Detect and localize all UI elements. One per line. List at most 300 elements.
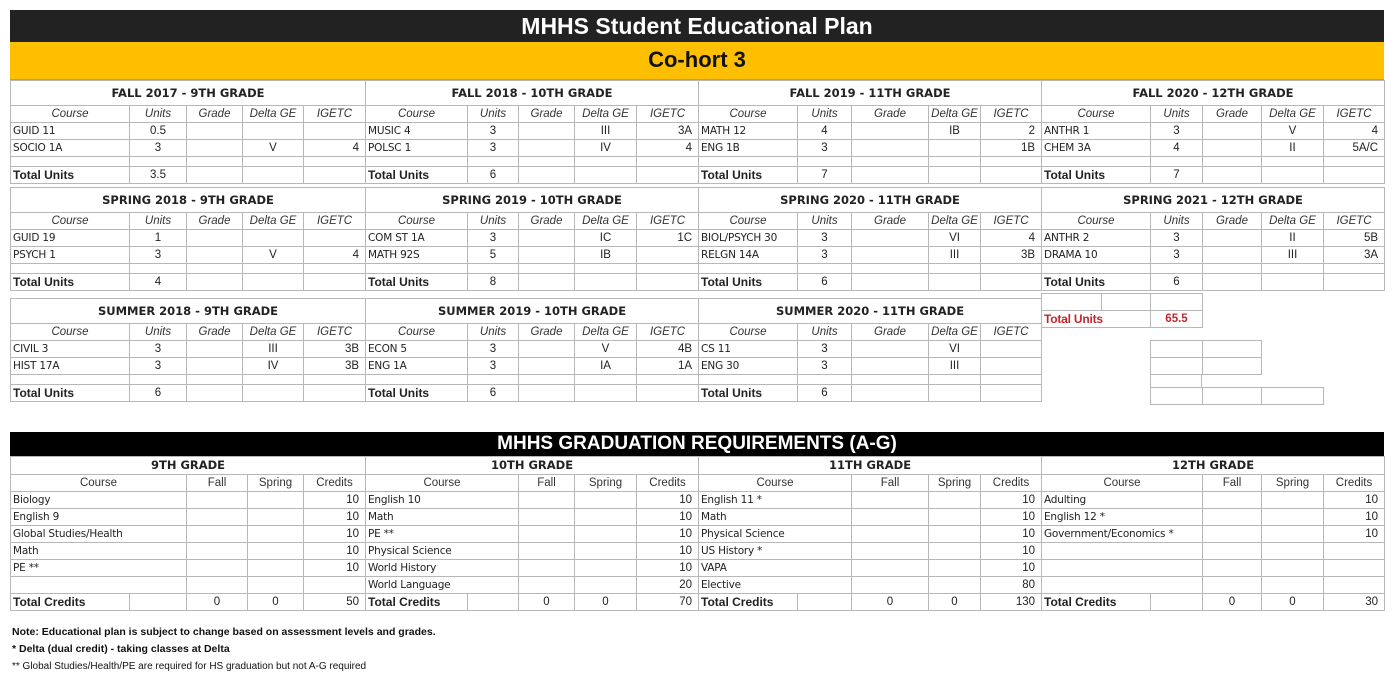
blank-cell[interactable] (187, 167, 243, 184)
blank-cell[interactable] (187, 385, 243, 402)
fall-cell[interactable] (519, 560, 575, 577)
cell-units[interactable]: 0.5 (130, 123, 187, 140)
blank-cell[interactable] (575, 167, 637, 184)
blank-cell[interactable] (130, 375, 187, 385)
requirement-course[interactable]: English 9 (11, 509, 187, 526)
blank-cell[interactable] (852, 375, 929, 385)
cell-units[interactable]: 5 (468, 247, 519, 264)
cell-units[interactable]: 3 (130, 358, 187, 375)
blank-cell[interactable] (1324, 167, 1385, 184)
cell-course[interactable]: COM ST 1A (366, 230, 468, 247)
blank-cell[interactable] (929, 264, 981, 274)
requirement-course[interactable]: Biology (11, 492, 187, 509)
requirement-course[interactable]: English 11 * (699, 492, 852, 509)
cell-igetc[interactable]: 5B (1324, 230, 1385, 247)
spring-cell[interactable] (575, 577, 637, 594)
requirement-course[interactable] (11, 577, 187, 594)
fall-cell[interactable] (519, 492, 575, 509)
cell-course[interactable]: MATH 92S (366, 247, 468, 264)
cell-delta-ge[interactable]: II (1262, 230, 1324, 247)
blank-cell[interactable] (1262, 264, 1324, 274)
cell-units[interactable]: 3 (1151, 123, 1203, 140)
cell-delta-ge[interactable]: IA (575, 358, 637, 375)
requirement-credits[interactable]: 10 (981, 560, 1042, 577)
blank-cell[interactable] (1151, 388, 1203, 405)
blank-cell[interactable] (1324, 264, 1385, 274)
requirement-credits[interactable] (304, 577, 366, 594)
blank-cell[interactable] (519, 167, 575, 184)
cell-igetc[interactable]: 3B (304, 341, 366, 358)
cell-units[interactable]: 1 (130, 230, 187, 247)
spacer-cell[interactable] (1042, 294, 1102, 311)
cell-grade[interactable] (187, 341, 243, 358)
requirement-credits[interactable]: 10 (1324, 526, 1385, 543)
blank-cell[interactable] (468, 375, 519, 385)
cell-grade[interactable] (187, 247, 243, 264)
cell-course[interactable]: ANTHR 1 (1042, 123, 1151, 140)
blank-cell[interactable] (1262, 274, 1324, 291)
cell-igetc[interactable]: 5A/C (1324, 140, 1385, 157)
cell-units[interactable]: 3 (468, 123, 519, 140)
cell-delta-ge[interactable]: IB (929, 123, 981, 140)
blank-cell[interactable] (981, 157, 1042, 167)
blank-cell[interactable] (243, 264, 304, 274)
fall-cell[interactable] (187, 577, 248, 594)
blank-cell[interactable] (130, 264, 187, 274)
requirement-course[interactable]: English 10 (366, 492, 519, 509)
requirement-credits[interactable]: 10 (637, 560, 699, 577)
blank-cell[interactable] (637, 167, 699, 184)
blank-cell[interactable] (699, 375, 798, 385)
requirement-credits[interactable] (1324, 560, 1385, 577)
cell-delta-ge[interactable]: III (929, 247, 981, 264)
blank-cell[interactable] (575, 385, 637, 402)
requirement-credits[interactable]: 10 (981, 492, 1042, 509)
cell-delta-ge[interactable]: III (243, 341, 304, 358)
requirement-course[interactable]: Math (699, 509, 852, 526)
fall-cell[interactable] (852, 577, 929, 594)
requirement-course[interactable]: World Language (366, 577, 519, 594)
requirement-course[interactable]: Math (11, 543, 187, 560)
requirement-course[interactable]: Physical Science (699, 526, 852, 543)
blank-cell[interactable] (1151, 341, 1203, 358)
fall-cell[interactable] (519, 577, 575, 594)
blank-cell[interactable] (304, 264, 366, 274)
cell-units[interactable]: 3 (798, 341, 852, 358)
requirement-credits[interactable]: 10 (304, 492, 366, 509)
blank-cell[interactable] (1203, 167, 1262, 184)
blank-cell[interactable] (519, 385, 575, 402)
cell-igetc[interactable] (637, 247, 699, 264)
cell-units[interactable]: 3 (130, 247, 187, 264)
cell-course[interactable]: DRAMA 10 (1042, 247, 1151, 264)
blank-cell[interactable] (11, 157, 130, 167)
fall-cell[interactable] (187, 543, 248, 560)
cell-units[interactable]: 3 (130, 140, 187, 157)
cell-course[interactable]: MATH 12 (699, 123, 798, 140)
cell-units[interactable]: 3 (1151, 230, 1203, 247)
blank-cell[interactable] (1203, 274, 1262, 291)
blank-cell[interactable] (468, 594, 519, 611)
cell-units[interactable]: 3 (798, 140, 852, 157)
requirement-credits[interactable] (1324, 543, 1385, 560)
blank-cell[interactable] (1203, 358, 1262, 375)
blank-cell[interactable] (304, 167, 366, 184)
cell-units[interactable]: 3 (1151, 247, 1203, 264)
spring-cell[interactable] (929, 560, 981, 577)
blank-cell[interactable] (468, 157, 519, 167)
blank-cell[interactable] (798, 157, 852, 167)
requirement-course[interactable]: Physical Science (366, 543, 519, 560)
cell-course[interactable]: POLSC 1 (366, 140, 468, 157)
blank-cell[interactable] (929, 157, 981, 167)
cell-igetc[interactable]: 4 (1324, 123, 1385, 140)
fall-cell[interactable] (1203, 492, 1262, 509)
blank-cell[interactable] (637, 157, 699, 167)
cell-units[interactable]: 4 (1151, 140, 1203, 157)
blank-cell[interactable] (243, 157, 304, 167)
requirement-course[interactable]: PE ** (11, 560, 187, 577)
blank-cell[interactable] (637, 375, 699, 385)
spring-cell[interactable] (248, 543, 304, 560)
fall-cell[interactable] (852, 509, 929, 526)
cell-delta-ge[interactable]: IV (575, 140, 637, 157)
cell-igetc[interactable]: 3A (637, 123, 699, 140)
cell-units[interactable]: 3 (468, 230, 519, 247)
spring-cell[interactable] (575, 543, 637, 560)
cell-grade[interactable] (1203, 247, 1262, 264)
blank-cell[interactable] (243, 385, 304, 402)
cell-units[interactable]: 3 (798, 358, 852, 375)
spring-cell[interactable] (1262, 492, 1324, 509)
blank-cell[interactable] (1042, 157, 1151, 167)
blank-cell[interactable] (852, 385, 929, 402)
requirement-credits[interactable] (1324, 577, 1385, 594)
blank-cell[interactable] (1203, 341, 1262, 358)
blank-cell[interactable] (1262, 167, 1324, 184)
cell-igetc[interactable]: 4B (637, 341, 699, 358)
cell-delta-ge[interactable]: V (243, 140, 304, 157)
spring-cell[interactable] (929, 509, 981, 526)
cell-delta-ge[interactable] (243, 123, 304, 140)
cell-grade[interactable] (187, 140, 243, 157)
blank-cell[interactable] (1042, 264, 1151, 274)
cell-igetc[interactable]: 1C (637, 230, 699, 247)
fall-cell[interactable] (1203, 577, 1262, 594)
cell-igetc[interactable] (304, 230, 366, 247)
cell-units[interactable]: 3 (130, 341, 187, 358)
spring-cell[interactable] (248, 492, 304, 509)
cell-delta-ge[interactable] (929, 140, 981, 157)
cell-grade[interactable] (187, 230, 243, 247)
blank-cell[interactable] (981, 167, 1042, 184)
cell-grade[interactable] (519, 140, 575, 157)
blank-cell[interactable] (575, 157, 637, 167)
requirement-credits[interactable]: 20 (637, 577, 699, 594)
blank-cell[interactable] (130, 157, 187, 167)
blank-cell[interactable] (1262, 157, 1324, 167)
blank-cell[interactable] (304, 274, 366, 291)
requirement-course[interactable] (1042, 577, 1203, 594)
cell-igetc[interactable]: 3B (981, 247, 1042, 264)
cell-delta-ge[interactable]: IB (575, 247, 637, 264)
blank-cell[interactable] (798, 594, 852, 611)
cell-igetc[interactable]: 2 (981, 123, 1042, 140)
cell-igetc[interactable]: 1B (981, 140, 1042, 157)
fall-cell[interactable] (1203, 543, 1262, 560)
blank-cell[interactable] (1324, 157, 1385, 167)
fall-cell[interactable] (187, 560, 248, 577)
spring-cell[interactable] (929, 492, 981, 509)
blank-cell[interactable] (1151, 594, 1203, 611)
blank-cell[interactable] (304, 375, 366, 385)
blank-cell[interactable] (852, 157, 929, 167)
cell-igetc[interactable]: 1A (637, 358, 699, 375)
blank-cell[interactable] (575, 264, 637, 274)
cell-delta-ge[interactable]: III (575, 123, 637, 140)
fall-cell[interactable] (852, 526, 929, 543)
cell-grade[interactable] (852, 358, 929, 375)
cell-delta-ge[interactable]: III (1262, 247, 1324, 264)
cell-units[interactable]: 3 (798, 230, 852, 247)
fall-cell[interactable] (852, 560, 929, 577)
fall-cell[interactable] (519, 543, 575, 560)
spring-cell[interactable] (1262, 526, 1324, 543)
blank-cell[interactable] (519, 274, 575, 291)
blank-cell[interactable] (519, 375, 575, 385)
cell-delta-ge[interactable]: V (575, 341, 637, 358)
requirement-credits[interactable]: 10 (637, 492, 699, 509)
cell-grade[interactable] (852, 123, 929, 140)
cell-units[interactable]: 3 (798, 247, 852, 264)
cell-course[interactable]: CS 11 (699, 341, 798, 358)
cell-grade[interactable] (519, 247, 575, 264)
blank-cell[interactable] (981, 385, 1042, 402)
cell-igetc[interactable]: 4 (304, 140, 366, 157)
requirement-course[interactable]: Government/Economics * (1042, 526, 1203, 543)
spring-cell[interactable] (1262, 577, 1324, 594)
cell-course[interactable]: HIST 17A (11, 358, 130, 375)
cell-igetc[interactable]: 4 (981, 230, 1042, 247)
requirement-credits[interactable]: 10 (1324, 509, 1385, 526)
requirement-credits[interactable]: 10 (304, 560, 366, 577)
spring-cell[interactable] (1262, 509, 1324, 526)
cell-course[interactable]: ANTHR 2 (1042, 230, 1151, 247)
spacer-cell[interactable] (1102, 294, 1151, 311)
cell-igetc[interactable] (981, 341, 1042, 358)
blank-cell[interactable] (981, 264, 1042, 274)
cell-igetc[interactable]: 4 (304, 247, 366, 264)
blank-cell[interactable] (699, 157, 798, 167)
cell-igetc[interactable]: 3B (304, 358, 366, 375)
blank-cell[interactable] (637, 264, 699, 274)
requirement-credits[interactable]: 10 (304, 509, 366, 526)
fall-cell[interactable] (187, 492, 248, 509)
fall-cell[interactable] (1203, 526, 1262, 543)
blank-cell[interactable] (243, 375, 304, 385)
blank-cell[interactable] (1324, 274, 1385, 291)
blank-cell[interactable] (243, 274, 304, 291)
blank-cell[interactable] (1203, 388, 1262, 405)
spring-cell[interactable] (1262, 543, 1324, 560)
cell-igetc[interactable] (304, 123, 366, 140)
cell-delta-ge[interactable]: V (243, 247, 304, 264)
blank-cell[interactable] (11, 375, 130, 385)
cell-delta-ge[interactable]: VI (929, 230, 981, 247)
cell-igetc[interactable] (981, 358, 1042, 375)
cell-grade[interactable] (852, 230, 929, 247)
requirement-course[interactable]: Adulting (1042, 492, 1203, 509)
blank-cell[interactable] (519, 264, 575, 274)
blank-cell[interactable] (929, 375, 981, 385)
cell-igetc[interactable]: 4 (637, 140, 699, 157)
spring-cell[interactable] (248, 577, 304, 594)
blank-cell[interactable] (130, 594, 187, 611)
blank-cell[interactable] (1262, 388, 1324, 405)
requirement-credits[interactable]: 10 (304, 543, 366, 560)
fall-cell[interactable] (187, 509, 248, 526)
cell-grade[interactable] (1203, 230, 1262, 247)
requirement-course[interactable]: World History (366, 560, 519, 577)
requirement-course[interactable]: US History * (699, 543, 852, 560)
blank-cell[interactable] (187, 157, 243, 167)
cell-course[interactable]: GUID 11 (11, 123, 130, 140)
spring-cell[interactable] (929, 526, 981, 543)
cell-course[interactable]: PSYCH 1 (11, 247, 130, 264)
blank-cell[interactable] (637, 274, 699, 291)
fall-cell[interactable] (1203, 509, 1262, 526)
blank-cell[interactable] (699, 264, 798, 274)
blank-cell[interactable] (468, 264, 519, 274)
blank-cell[interactable] (575, 274, 637, 291)
blank-cell[interactable] (1151, 375, 1202, 388)
blank-cell[interactable] (519, 157, 575, 167)
requirement-credits[interactable]: 10 (981, 543, 1042, 560)
cell-units[interactable]: 4 (798, 123, 852, 140)
blank-cell[interactable] (929, 385, 981, 402)
requirement-course[interactable]: Elective (699, 577, 852, 594)
requirement-credits[interactable]: 10 (637, 509, 699, 526)
spring-cell[interactable] (575, 492, 637, 509)
cell-grade[interactable] (519, 123, 575, 140)
blank-cell[interactable] (852, 167, 929, 184)
cell-grade[interactable] (519, 358, 575, 375)
cell-grade[interactable] (187, 358, 243, 375)
spring-cell[interactable] (248, 526, 304, 543)
cell-grade[interactable] (852, 140, 929, 157)
cell-course[interactable]: CHEM 3A (1042, 140, 1151, 157)
cell-grade[interactable] (187, 123, 243, 140)
cell-course[interactable]: CIVIL 3 (11, 341, 130, 358)
blank-cell[interactable] (637, 385, 699, 402)
cell-grade[interactable] (852, 247, 929, 264)
fall-cell[interactable] (187, 526, 248, 543)
cell-igetc[interactable]: 3A (1324, 247, 1385, 264)
cell-delta-ge[interactable]: II (1262, 140, 1324, 157)
cell-delta-ge[interactable]: V (1262, 123, 1324, 140)
blank-cell[interactable] (366, 157, 468, 167)
blank-cell[interactable] (981, 274, 1042, 291)
spring-cell[interactable] (575, 509, 637, 526)
blank-cell[interactable] (187, 264, 243, 274)
fall-cell[interactable] (519, 526, 575, 543)
requirement-credits[interactable]: 10 (637, 543, 699, 560)
blank-cell[interactable] (1151, 264, 1203, 274)
cell-grade[interactable] (1203, 123, 1262, 140)
cell-units[interactable]: 3 (468, 358, 519, 375)
requirement-course[interactable] (1042, 543, 1203, 560)
cell-course[interactable]: ENG 1B (699, 140, 798, 157)
requirement-credits[interactable]: 80 (981, 577, 1042, 594)
cell-delta-ge[interactable]: III (929, 358, 981, 375)
requirement-credits[interactable]: 10 (304, 526, 366, 543)
cell-course[interactable]: BIOL/PSYCH 30 (699, 230, 798, 247)
spring-cell[interactable] (248, 560, 304, 577)
blank-cell[interactable] (1151, 358, 1203, 375)
spring-cell[interactable] (929, 543, 981, 560)
requirement-course[interactable] (1042, 560, 1203, 577)
blank-cell[interactable] (187, 375, 243, 385)
blank-cell[interactable] (1203, 264, 1262, 274)
cell-course[interactable]: ENG 1A (366, 358, 468, 375)
fall-cell[interactable] (852, 492, 929, 509)
requirement-credits[interactable]: 10 (981, 509, 1042, 526)
cell-delta-ge[interactable]: IC (575, 230, 637, 247)
blank-cell[interactable] (798, 264, 852, 274)
blank-cell[interactable] (1203, 157, 1262, 167)
fall-cell[interactable] (852, 543, 929, 560)
cell-delta-ge[interactable]: IV (243, 358, 304, 375)
cell-grade[interactable] (852, 341, 929, 358)
cell-course[interactable]: ENG 30 (699, 358, 798, 375)
cell-units[interactable]: 3 (468, 140, 519, 157)
spring-cell[interactable] (575, 526, 637, 543)
requirement-credits[interactable]: 10 (637, 526, 699, 543)
cell-course[interactable]: GUID 19 (11, 230, 130, 247)
cell-delta-ge[interactable] (243, 230, 304, 247)
blank-cell[interactable] (243, 167, 304, 184)
blank-cell[interactable] (304, 157, 366, 167)
requirement-course[interactable]: PE ** (366, 526, 519, 543)
cell-grade[interactable] (519, 230, 575, 247)
fall-cell[interactable] (1203, 560, 1262, 577)
blank-cell[interactable] (929, 167, 981, 184)
cell-course[interactable]: SOCIO 1A (11, 140, 130, 157)
blank-cell[interactable] (929, 274, 981, 291)
requirement-credits[interactable]: 10 (1324, 492, 1385, 509)
blank-cell[interactable] (575, 375, 637, 385)
cell-units[interactable]: 3 (468, 341, 519, 358)
blank-cell[interactable] (798, 375, 852, 385)
fall-cell[interactable] (519, 509, 575, 526)
blank-cell[interactable] (304, 385, 366, 402)
cell-course[interactable]: RELGN 14A (699, 247, 798, 264)
blank-cell[interactable] (852, 274, 929, 291)
spacer-cell[interactable] (1151, 294, 1203, 311)
blank-cell[interactable] (11, 264, 130, 274)
spring-cell[interactable] (248, 509, 304, 526)
spring-cell[interactable] (929, 577, 981, 594)
cell-course[interactable]: MUSIC 4 (366, 123, 468, 140)
blank-cell[interactable] (187, 274, 243, 291)
requirement-course[interactable]: Global Studies/Health (11, 526, 187, 543)
requirement-course[interactable]: VAPA (699, 560, 852, 577)
blank-cell[interactable] (366, 375, 468, 385)
cell-grade[interactable] (1203, 140, 1262, 157)
blank-cell[interactable] (981, 375, 1042, 385)
blank-cell[interactable] (852, 264, 929, 274)
spring-cell[interactable] (1262, 560, 1324, 577)
